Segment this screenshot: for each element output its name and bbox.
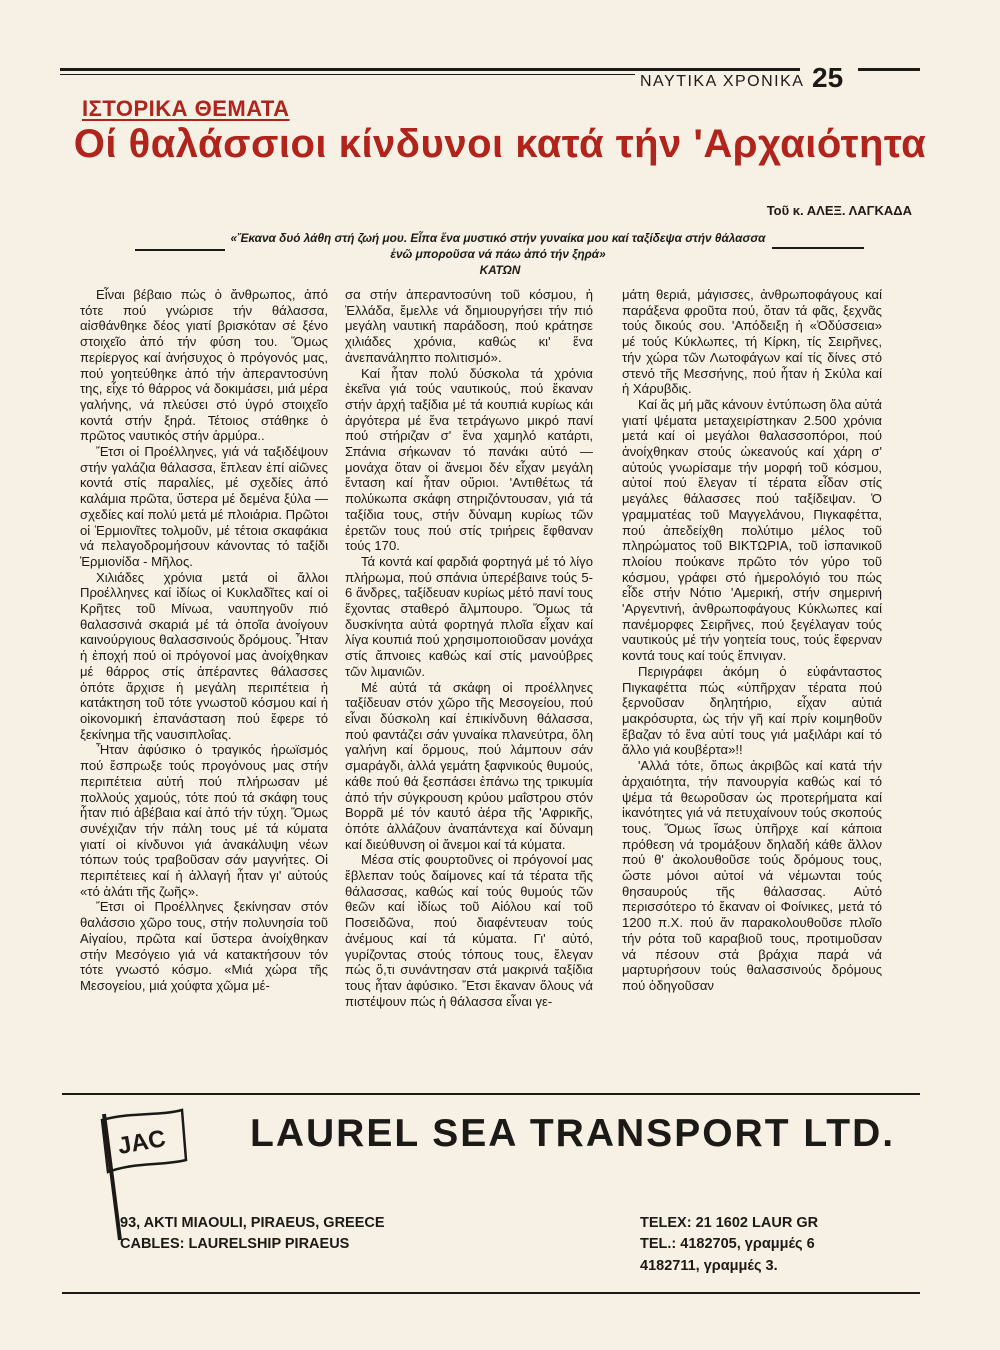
paragraph: Χιλιάδες χρόνια μετά οἱ ἄλλοι Προέλληνες καί ἰδίως οἱ Κυκλαδῖτες καί οἱ Κρῆτες τοῦ Μίνωα, ναυπηγοῦν πιό θαλασσινά σκαριά μέ τά ὁποῖα ἀνοίγουν καινούργιους θαλασσινούς δρόμους. Ἦταν ἡ ἐποχή πού οἱ πρόγονοί μας ἀνοίχθηκαν μέ θάρρος στίς ἀπέραντες θάλασσες ὁπότε ἄρχισε ἡ μεγάλη περιπέτεια ἡ κατάκτηση τοῦ τότε γνωστοῦ κόσμου καί ἡ οἰκονομική ἐπανάσταση πού ἔφερε τό ξεκίνημα τῆς ναυσιπλοΐας.	[80, 569, 328, 742]
advert-company: LAUREL SEA TRANSPORT LTD.	[250, 1112, 896, 1155]
paragraph: Εἶναι βέβαιο πώς ὁ ἄνθρωπος, ἀπό τότε πού γνώρισε τήν θάλασσα, αἰσθάνθηκε δέος γιατί βρισκόταν σέ ξένο στοιχεῖο ἀπό τήν φύση του. Ὅμως περίεργος καί ἀνήσυχος ὁ πρόγονός μας, πού γοητεύθηκε ἀπό τήν ἀπεραντοσύνη της, εἶχε τό θάρρος νά δοκιμάσει, μιά μέρα γαλήνης, νά πλεύσει στό ὑγρό στοιχεῖο κοντά στήν ξηρά. Τέτοιος στάθηκε ὁ πρῶτος ναυτικός στήν ἁρμύρα..	[80, 287, 328, 444]
paragraph: Ἦταν ἀφύσικο ὁ τραγικός ἡρωϊσμός πού ἔσπρωξε τούς προγόνους μας στήν περιπέτεια αὐτή πού πλήρωσαν μέ πολλούς χαμούς, τότε πού τά σκάφη τους ἦταν πιό ἀβέβαια καί ἀπό τήν τύχη. Ὅμως συνέχιζαν τήν πάλη τους μέ τά κύματα γιατί οἱ κίνδυνοι γιά ἀνακάλυψη νέων τόπων τούς τραβοῦσαν σάν μαγνήτες. Οἱ περιπέτειες καί ἡ ἀλλαγή ἦταν γι' αὐτούς «τό ἁλάτι τῆς ζωῆς».	[80, 742, 328, 899]
paragraph: Μέσα στίς φουρτοῦνες οἱ πρόγονοί μας ἔβλεπαν τούς δαίμονες καί τά τέρατα τῆς θάλασσας, καθώς καί τούς θυμούς τῶν θεῶν καί ἰδίως τοῦ Αἰόλου καί τοῦ Ποσειδῶνα, πού διαφέντευαν τούς ἀνέμους καί τά κύματα. Γι' αὐτό, γυρίζοντας στούς τόπους τους, ἔλεγαν πώς ὅ,τι συνάντησαν στά μακρινά ταξίδια τους ἦταν ἀφύσικο. Ἔτσι ἔκαναν ὅλους νά πιστέψουν πώς ἡ θάλασσα εἶναι γε-	[345, 852, 593, 1009]
paragraph: Ἔτσι οἱ Προέλληνες ξεκίνησαν στόν θαλάσσιο χῶρο τους, στήν πολυνησία τοῦ Αἰγαίου, πρῶτα καί ὕστερα ἀνοίχθηκαν στήν Μεσόγειο γιά νά κατακτήσουν τόν τότε γνωστό κόσμο. «Μιά χώρα τῆς Μεσογείου, μιά χούφτα χῶμα μέ-	[80, 899, 328, 993]
epigraph-rule-left	[135, 249, 225, 251]
header-rule-thin	[60, 74, 635, 75]
article-title: Οί θαλάσσιοι κίνδυνοι κατά τήν 'Αρχαιότητα	[73, 122, 927, 166]
epigraph-author: ΚΑΤΩΝ	[479, 263, 521, 277]
advert-cables: CABLES: LAURELSHIP PIRAEUS	[120, 1236, 350, 1252]
paragraph: Ἔτσι οἱ Προέλληνες, γιά νά ταξιδέψουν στήν γαλάζια θάλασσα, ἔπλεαν ἐπί αἰῶνες κοντά στίς παραλίες, μέ σχεδίες ἀπό καλάμια πρῶτα, ὕστερα μέ δεμένα ξύλα — σχεδίες καί πολύ μετά μέ πλοιάρια. Πρῶτοι οἱ Ἑρμιονῖτες τολμοῦν, μέ τέτοια σκαφάκια νά πελαγοδρομήσουν κάνοντας τό ταξίδι Ἑρμιονίδα - Μῆλος.	[80, 444, 328, 569]
advert-tel2: 4182711, γραμμές 3.	[640, 1258, 778, 1274]
paragraph: Μέ αὐτά τά σκάφη οἱ προέλληνες ταξίδευαν στόν χῶρο τῆς Μεσογείου, πού εἶναι δύσκολη καί ἐπικίνδυνη θάλασσα, πού φαντάζει σάν γυναίκα πλανεύτρα, ὅλη γαλήνη καί ὅρμους, πού λάμπουν σάν σμαράγδι, ἀλλά γεμάτη ξαφνικούς θυμούς, κάθε πού θά ξεσπάσει ἐπάνω της τρικυμία ἀπό τήν σύγκρουση κρύου μαΐστρου στόν Βορρᾶ μέ τόν καυτό ἀέρα τῆς 'Αφρικῆς, ὁπότε ἀλλάζουν ἀναπάντεχα καί δύναμη καί διεύθυνση οἱ ἄνεμοι καί τά κύματα.	[345, 679, 593, 852]
article-column-3	[622, 287, 882, 1087]
page-number: 25	[812, 62, 844, 93]
header-rule-right	[858, 68, 920, 71]
flag-text: JAC	[115, 1125, 168, 1160]
article-column-2	[345, 287, 593, 1087]
advert-address: 93, AKTI MIAOULI, PIRAEUS, GREECE	[120, 1215, 385, 1231]
epigraph: «Ἔκανα δυό λάθη στή ζωή μου. Εἶπα ἕνα μυστικό στήν γυναίκα μου καί ταξίδεψα στήν θάλασσα ἐνῶ μποροῦσα νά πάω ἀπό τήν ξηρά»	[230, 231, 766, 261]
article-author: Τοῦ κ. ΑΛΕΞ. ΛΑΓΚΑΔΑ	[766, 203, 912, 218]
paragraph: Καί ἄς μή μᾶς κάνουν ἐντύπωση ὅλα αὐτά γιατί ψέματα μεταχειρίστηκαν 2.500 χρόνια μετά καί οἱ μεγάλοι θαλασσοπόροι, πού ἀνοίχθηκαν στούς ὠκεανούς καί χάρη σ' αὐτούς γνωρίσαμε τήν μορφή τοῦ κόσμου, αὐτοί πού ἔλεγαν τί τέρατα εἶδαν στίς μεγάλες θάλασσες πού ταξίδεψαν. Ὁ γραμματέας τοῦ Μαγγελάνου, Πιγκαφέττα, πού ἀπεδείχθη πολύτιμο μέλος τοῦ πληρώματος τοῦ ΒΙΚΤΩΡΙΑ, τοῦ ἰσπανικοῦ πλοίου πούκανε πρῶτο τόν γύρο τοῦ κόσμου, γράφει στό ἡμερολόγιό του πώς εἶδε στήν Νότιο 'Αμερική, στήν σημερινή 'Αργεντινή, ἀνθρωποφάγους Κύκλωπες καί πανέμορφες Σειρῆνες, πού ξεγέλαγαν τούς ναυτικούς μέ τήν γοητεία τους, τούς ἔφερναν κοντά τους καί τούς ἔπνιγαν.	[622, 396, 882, 664]
epigraph-rule-right	[772, 247, 864, 249]
advert-tel1: TEL.: 4182705, γραμμές 6	[640, 1236, 815, 1252]
section-label: ΙΣΤΟΡΙΚΑ ΘΕΜΑΤΑ	[82, 96, 290, 121]
paragraph: Περιγράφει ἀκόμη ὁ εὐφάνταστος Πιγκαφέττα πώς «ὑπῆρχαν τέρατα πού ξερνοῦσαν δηλητήριο, εἶχαν αὐτιά μακρόσυρτα, ὡς τήν γῆ καί πρίν κοιμηθοῦν ἔβαζαν τό ἕνα αὐτί τους γιά μαξιλάρι καί τό ἄλλο γιά κουβέρτα»!!	[622, 663, 882, 758]
article-column-1	[80, 287, 328, 1087]
journal-name: ΝΑΥΤΙΚΑ ΧΡΟΝΙΚΑ	[640, 73, 805, 90]
advert-rule-top	[62, 1093, 920, 1095]
advert-telex: TELEX: 21 1602 LAUR GR	[640, 1215, 819, 1231]
paragraph: 'Αλλά τότε, ὅπως ἀκριβῶς καί κατά τήν ἀρχαιότητα, τήν πανουργία καθώς καί τό ψέμα τά θεωροῦσαν ὡς προτερήματα καί ἱκανότητες γιά νά πετυχαίνουν τούς σκοπούς τους. Ὅμως ἴσως ὑπῆρχε καί κάποια πρόθεση νά τρομάξουν δηλαδή κάθε ἄλλον πού θ' ἀκολουθοῦσε τούς δρόμους τους, ὥστε μόνοι αὐτοί νά νέμωνται τούς θησαυρούς τῆς θάλασσας. Αὐτό περισσότερο τό ἔκαναν οἱ Φοίνικες, μετά τό 1200 π.Χ. πού ἄν παρακολουθοῦσε πλοῖο τήν ρότα τοῦ καραβιοῦ τους, προτιμοῦσαν νά πέσουν στά βράχια παρά νά μαρτυρήσουν τούς θαλασσινούς δρόμους πού ὁδηγοῦσαν	[622, 758, 882, 993]
paragraph: Καί ἦταν πολύ δύσκολα τά χρόνια ἐκεῖνα γιά τούς ναυτικούς, πού ἔκαναν στήν ἀρχή ταξίδια μέ τά κουπιά κυρίως κάι ἀργότερα μέ ἕνα τετράγωνο μικρό πανί πού στήριζαν σ' ἕνα χαμηλό κατάρτι, Σπάνια σήκωναν τό πανάκι αὐτό — μονάχα ὅταν οἱ ἄνεμοι δέν εἶχαν μεγάλη ἔνταση καί ἦταν οὔριοι. 'Αντιθέτως τά πολύκωπα σκάφη στηριζόντουσαν, γιά τά ταξίδια τους, στήν δύναμη κυρίως τῶν ἐρετῶν τους πού στίς τριήρεις ἔφθαναν τούς 170.	[345, 365, 593, 554]
paragraph: Τά κοντά καί φαρδιά φορτηγά μέ τό λίγο πλήρωμα, πού σπάνια ὑπερέβαινε τούς 5-6 ἄνδρες, ταξίδευαν κυρίως μέτό πανί τους ἔχοντας σταθερό ἄλμπουρο. Ὅμως τά δυσκίνητα αὐτά φορτηγά πλοῖα εἶχαν καί λίγα κουπιά πού χρησιμοποιοῦσαν μονάχα στίς ἄπνοιες καθώς καί στίς μανούβρες τῶν λιμανιῶν.	[345, 553, 593, 679]
paragraph: μάτη θεριά, μάγισσες, ἀνθρωποφάγους καί παράξενα φροῦτα πού, ὅταν τά φᾶς, ξεχνᾶς τούς δικούς σου. 'Απόδειξη ἡ «Ὀδύσσεια» μέ τούς Κύκλωπες, τή Κίρκη, τίς Σειρῆνες, τήν χώρα τῶν Λωτοφάγων καί τίς δίνες στό στενό τῆς Μεσσήνης, πού ἦταν ἡ Σκύλα καί ἡ Χάρυβδις.	[622, 287, 882, 397]
advert-rule-bottom	[62, 1292, 920, 1294]
paragraph: σα στήν ἀπεραντοσύνη τοῦ κόσμου, ἡ Ἑλλάδα, ἔμελλε νά δημιουργήσει τήν πιό μεγάλη ναυτική παράδοση, πού κράτησε χιλιάδες χρόνια, καθώς κι' ἕνα ἀνεπανάληπτο πολιτισμό».	[345, 287, 593, 365]
header-rule-left	[60, 68, 800, 71]
